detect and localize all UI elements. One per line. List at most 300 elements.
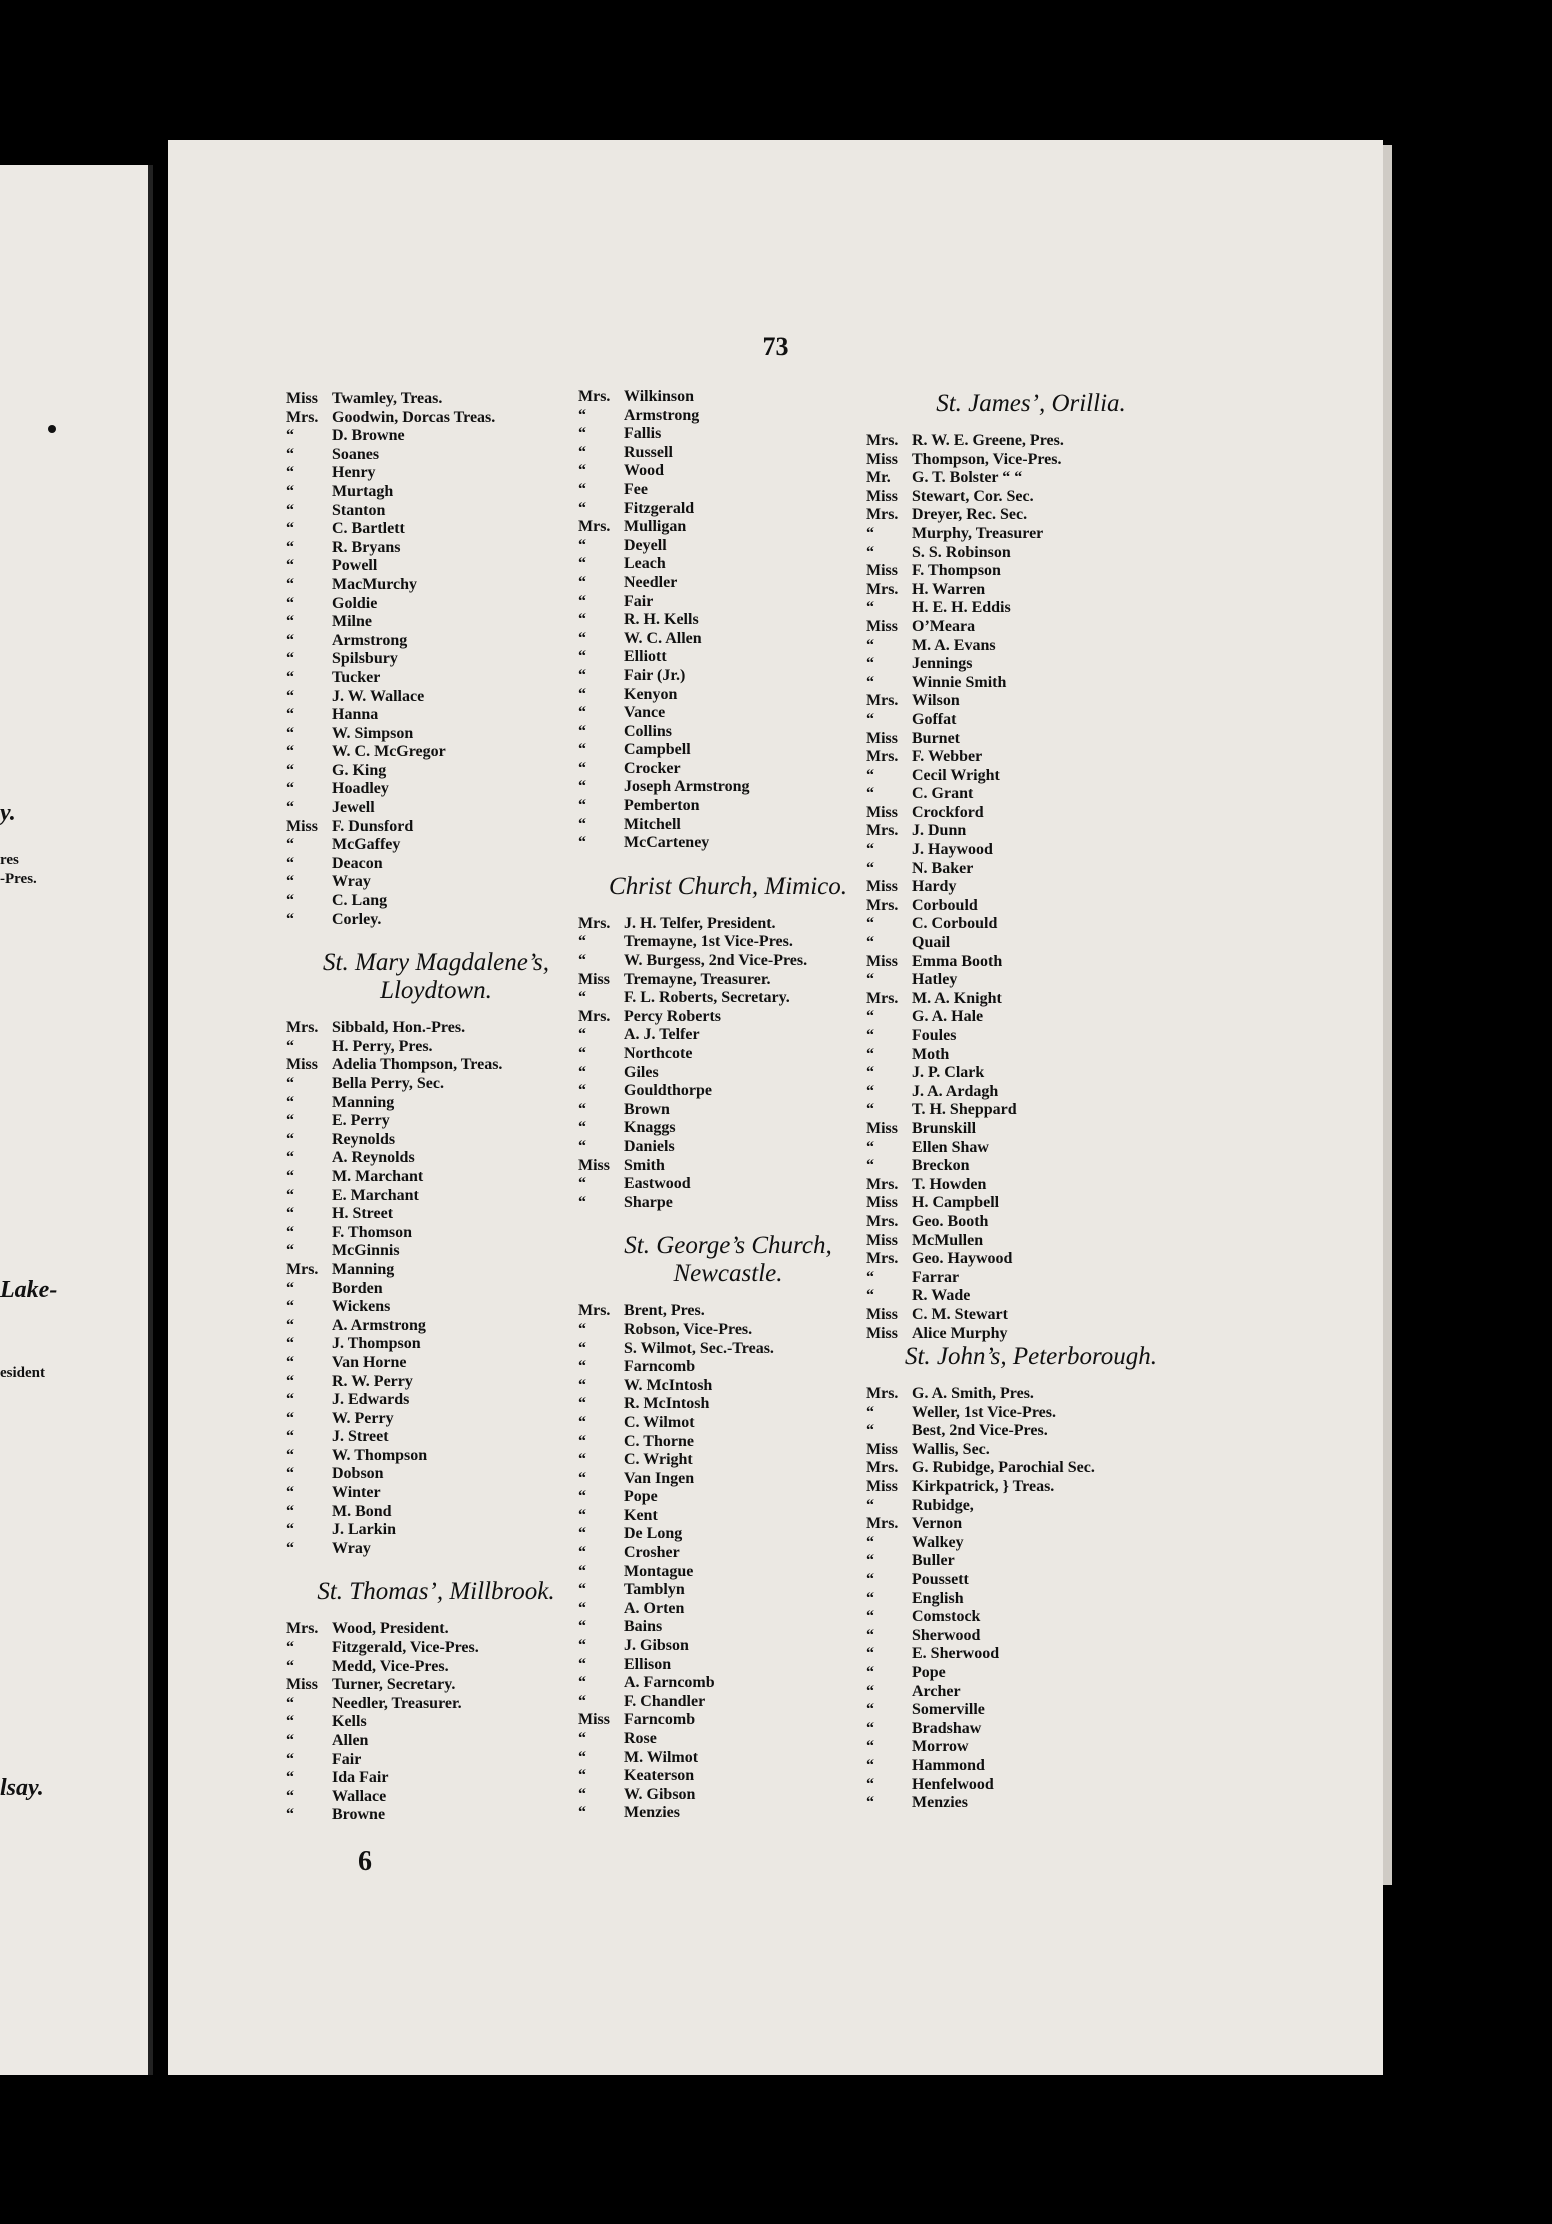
title-prefix: Mr. <box>866 469 891 487</box>
title-prefix: “ <box>578 722 586 740</box>
member-name: Burnet <box>912 729 960 747</box>
member-entry <box>286 855 586 874</box>
member-name: C. Wright <box>624 1451 693 1469</box>
member-entry <box>578 648 878 667</box>
title-prefix: “ <box>578 1581 586 1599</box>
member-entry <box>286 1447 586 1466</box>
member-name: Reynolds <box>332 1130 396 1148</box>
member-entry <box>866 655 1196 674</box>
member-name: R. H. Kells <box>624 611 699 629</box>
title-prefix: Miss <box>286 817 318 835</box>
member-entry <box>286 1168 586 1187</box>
member-entry <box>578 1693 878 1712</box>
member-entry <box>578 1008 878 1027</box>
title-prefix: “ <box>578 815 586 833</box>
member-entry <box>578 778 878 797</box>
member-name: C. Grant <box>912 785 974 803</box>
member-entry <box>578 1600 878 1619</box>
title-prefix: “ <box>578 741 586 759</box>
member-entry <box>578 704 878 723</box>
member-name: Sherwood <box>912 1626 981 1644</box>
title-prefix: “ <box>578 1804 586 1822</box>
title-prefix: “ <box>286 854 294 872</box>
title-prefix: “ <box>286 1787 294 1805</box>
title-prefix: “ <box>866 1403 874 1421</box>
member-name: G. T. Bolster “ “ <box>912 469 1023 487</box>
member-name: Weller, 1st Vice-Pres. <box>912 1403 1056 1421</box>
member-entry <box>286 688 586 707</box>
member-name: Fitzgerald <box>624 499 695 517</box>
title-prefix: Mrs. <box>866 1250 899 1268</box>
parish-section <box>286 949 586 1558</box>
title-prefix: “ <box>578 1469 586 1487</box>
member-name: H. Campbell <box>912 1194 1000 1212</box>
member-name: W. Thompson <box>332 1446 428 1464</box>
member-name: Winnie Smith <box>912 673 1007 691</box>
member-entry <box>578 1175 878 1194</box>
member-entry <box>866 711 1196 730</box>
member-name: Joseph Armstrong <box>624 778 750 796</box>
title-prefix: “ <box>286 464 294 482</box>
member-entry <box>286 1317 586 1336</box>
parish-section <box>866 390 1196 1343</box>
member-entry <box>578 444 878 463</box>
parish-heading: St. Thomas’, Millbrook. <box>317 1578 555 1606</box>
title-prefix: “ <box>578 443 586 461</box>
member-name: R. Wade <box>912 1287 971 1305</box>
member-name: M. Wilmot <box>624 1748 699 1766</box>
member-entry <box>578 1581 878 1600</box>
title-prefix: Mrs. <box>578 1007 611 1025</box>
member-name: W. C. Allen <box>624 629 702 647</box>
title-prefix: “ <box>578 592 586 610</box>
member-entry <box>866 990 1196 1009</box>
member-name: J. H. Telfer, President. <box>624 914 776 932</box>
member-entry <box>286 446 586 465</box>
member-name: R. McIntosh <box>624 1395 710 1413</box>
member-entry <box>286 1280 586 1299</box>
member-entry <box>866 785 1196 804</box>
member-name: Jennings <box>912 655 973 673</box>
member-name: F. Chandler <box>624 1692 706 1710</box>
member-entry <box>286 1075 586 1094</box>
member-name: Menzies <box>624 1804 680 1822</box>
title-prefix: “ <box>286 1298 294 1316</box>
member-name: Alice Murphy <box>912 1324 1008 1342</box>
member-name: Kells <box>332 1713 367 1731</box>
member-entry <box>866 1194 1196 1213</box>
title-prefix: “ <box>578 555 586 573</box>
member-entry <box>866 1269 1196 1288</box>
member-name: Needler <box>624 573 678 591</box>
member-entry <box>286 1205 586 1224</box>
title-prefix: “ <box>866 1719 874 1737</box>
member-entry <box>866 1027 1196 1046</box>
member-entry <box>866 506 1196 525</box>
member-name: Goodwin, Dorcas Treas. <box>332 408 496 426</box>
column-2 <box>578 388 878 1823</box>
page-number: 73 <box>762 332 789 361</box>
member-entry <box>578 760 878 779</box>
title-prefix: Mrs. <box>866 692 899 710</box>
member-entry <box>866 953 1196 972</box>
title-prefix: “ <box>578 573 586 591</box>
member-name: J. Edwards <box>332 1391 410 1409</box>
member-name: Buller <box>912 1552 955 1570</box>
title-prefix: “ <box>578 685 586 703</box>
title-prefix: “ <box>866 673 874 691</box>
title-prefix: “ <box>866 915 874 933</box>
member-entry <box>286 873 586 892</box>
member-name: W. Gibson <box>624 1785 696 1803</box>
member-name: Leach <box>624 555 666 573</box>
title-prefix: Mrs. <box>866 1385 899 1403</box>
title-prefix: “ <box>578 704 586 722</box>
member-name: Milne <box>332 613 372 631</box>
title-prefix: “ <box>578 629 586 647</box>
title-prefix: “ <box>578 1339 586 1357</box>
member-name: E. Sherwood <box>912 1645 1000 1663</box>
member-entry <box>286 706 586 725</box>
member-name: Elliott <box>624 648 667 666</box>
title-prefix: “ <box>866 1571 874 1589</box>
title-prefix: Mrs. <box>866 1459 899 1477</box>
member-entry <box>866 581 1196 600</box>
member-name: H. Perry, Pres. <box>332 1037 433 1055</box>
title-prefix: “ <box>578 1395 586 1413</box>
title-prefix: “ <box>286 1484 294 1502</box>
member-name: Campbell <box>624 741 691 759</box>
member-name: G. Rubidge, Parochial Sec. <box>912 1459 1095 1477</box>
member-entry <box>286 1503 586 1522</box>
title-prefix: Mrs. <box>866 896 899 914</box>
title-prefix: Miss <box>866 1231 898 1249</box>
title-prefix: “ <box>866 841 874 859</box>
member-entry <box>286 1261 586 1280</box>
member-entry <box>866 1325 1196 1344</box>
title-prefix: “ <box>866 636 874 654</box>
member-name: R. Bryans <box>332 538 401 556</box>
title-prefix: “ <box>866 1682 874 1700</box>
member-entry <box>286 1019 586 1038</box>
member-name: Allen <box>332 1732 369 1749</box>
member-name: Mitchell <box>624 815 681 833</box>
member-entry <box>578 1321 878 1340</box>
member-name: Wallis, Sec. <box>912 1440 990 1458</box>
title-prefix: “ <box>286 1465 294 1483</box>
member-name: Northcote <box>624 1045 693 1062</box>
member-entry <box>578 1637 878 1656</box>
title-prefix: “ <box>578 952 586 970</box>
member-entry <box>578 1358 878 1377</box>
title-prefix: “ <box>286 873 294 891</box>
member-entry <box>286 557 586 576</box>
title-prefix: “ <box>286 1093 294 1111</box>
member-name: Fair <box>332 1750 362 1768</box>
member-name: Farrar <box>912 1268 960 1286</box>
title-prefix: “ <box>286 1446 294 1464</box>
title-prefix: “ <box>578 1525 586 1543</box>
member-name: Henry <box>332 464 376 482</box>
member-name: Geo. Haywood <box>912 1250 1013 1268</box>
member-name: Percy Roberts <box>624 1007 721 1025</box>
title-prefix: “ <box>578 1692 586 1710</box>
parish-heading-place: Lloydtown. <box>380 977 492 1005</box>
title-prefix: “ <box>286 1242 294 1260</box>
member-entry <box>866 1738 1196 1757</box>
title-prefix: Mrs. <box>866 580 899 598</box>
member-name: McCarteney <box>624 834 710 852</box>
member-entry <box>578 1563 878 1582</box>
member-entry <box>286 1806 586 1825</box>
title-prefix: “ <box>866 1008 874 1026</box>
member-name: McGaffey <box>332 836 401 854</box>
member-name: Wray <box>332 873 371 891</box>
title-prefix: “ <box>578 536 586 554</box>
member-name: G. A. Smith, Pres. <box>912 1385 1034 1403</box>
member-entry <box>866 1441 1196 1460</box>
left-fragment: res <box>0 852 19 868</box>
title-prefix: “ <box>578 1045 586 1062</box>
member-entry <box>866 1515 1196 1534</box>
member-entry <box>866 897 1196 916</box>
member-name: Vernon <box>912 1515 963 1533</box>
member-entry <box>578 816 878 835</box>
title-prefix: Miss <box>866 803 898 821</box>
member-entry <box>578 915 878 934</box>
title-prefix: Mrs. <box>866 432 899 449</box>
member-entry <box>578 425 878 444</box>
member-entry <box>286 1751 586 1770</box>
member-entry <box>578 630 878 649</box>
member-entry <box>578 1804 878 1823</box>
member-entry <box>578 1656 878 1675</box>
member-name: Giles <box>624 1063 659 1081</box>
member-entry <box>866 544 1196 563</box>
member-entry <box>286 1676 586 1695</box>
title-prefix: “ <box>866 599 874 617</box>
title-prefix: “ <box>286 575 294 593</box>
member-entry <box>578 407 878 426</box>
member-entry <box>578 1674 878 1693</box>
title-prefix: Miss <box>286 1056 318 1074</box>
title-prefix: “ <box>286 1502 294 1520</box>
title-prefix: “ <box>286 706 294 724</box>
member-name: Murtagh <box>332 482 394 500</box>
title-prefix: “ <box>866 1794 874 1812</box>
member-entry <box>866 451 1196 470</box>
member-entry <box>866 1287 1196 1306</box>
title-prefix: Miss <box>866 1119 898 1137</box>
member-name: Morrow <box>912 1738 969 1756</box>
title-prefix: “ <box>866 1738 874 1756</box>
member-entry <box>866 1139 1196 1158</box>
member-name: Crockford <box>912 803 984 821</box>
member-name: Armstrong <box>332 631 408 649</box>
member-entry <box>866 934 1196 953</box>
member-entry <box>578 667 878 686</box>
member-name: Wood <box>624 462 665 480</box>
member-name: Cecil Wright <box>912 766 1000 784</box>
title-prefix: Miss <box>866 878 898 896</box>
member-name: Pope <box>912 1664 946 1681</box>
member-entry <box>866 1250 1196 1269</box>
title-prefix: “ <box>578 1320 586 1338</box>
member-entry <box>578 1470 878 1489</box>
member-entry <box>578 686 878 705</box>
member-entry <box>866 1459 1196 1478</box>
member-name: Hoadley <box>332 780 389 798</box>
title-prefix: Mrs. <box>286 1019 319 1037</box>
member-name: Brunskill <box>912 1119 977 1137</box>
parish-section <box>578 1232 878 1823</box>
member-entry <box>286 1298 586 1317</box>
member-name: Knaggs <box>624 1119 676 1137</box>
member-name: Fair (Jr.) <box>624 666 686 684</box>
title-prefix: “ <box>578 759 586 777</box>
title-prefix: “ <box>866 543 874 561</box>
title-prefix: “ <box>286 631 294 649</box>
member-name: Kent <box>624 1506 658 1524</box>
title-prefix: “ <box>578 1137 586 1155</box>
title-prefix: “ <box>286 1149 294 1167</box>
member-name: W. Simpson <box>332 724 414 742</box>
member-name: Van Horne <box>332 1353 407 1371</box>
member-entry <box>286 1732 586 1751</box>
title-prefix: “ <box>286 445 294 463</box>
title-prefix: “ <box>578 1451 586 1469</box>
title-prefix: “ <box>286 1732 294 1749</box>
title-prefix: “ <box>866 1775 874 1793</box>
title-prefix: “ <box>286 910 294 928</box>
member-name: Thompson, Vice-Pres. <box>912 450 1062 468</box>
member-entry <box>866 1306 1196 1325</box>
member-entry <box>286 1112 586 1131</box>
title-prefix: “ <box>866 1533 874 1551</box>
member-name: Rose <box>624 1730 657 1747</box>
title-prefix: “ <box>578 1082 586 1100</box>
column-3 <box>866 390 1196 1813</box>
member-name: Van Ingen <box>624 1469 695 1487</box>
parish-section <box>578 873 878 1213</box>
member-entry <box>866 804 1196 823</box>
title-prefix: Miss <box>578 1711 610 1729</box>
member-name: J. Dunn <box>912 822 967 840</box>
member-name: F. Dunsford <box>332 817 414 835</box>
member-name: J. P. Clark <box>912 1064 985 1082</box>
title-prefix: “ <box>578 666 586 684</box>
member-entry <box>286 632 586 651</box>
member-entry <box>578 593 878 612</box>
member-entry <box>578 741 878 760</box>
title-prefix: “ <box>578 1175 586 1193</box>
member-name: J. Gibson <box>624 1637 689 1655</box>
member-name: Robson, Vice-Pres. <box>624 1320 753 1338</box>
title-prefix: “ <box>286 482 294 500</box>
member-entry <box>866 1608 1196 1627</box>
member-entry <box>286 1620 586 1639</box>
title-prefix: “ <box>286 1335 294 1353</box>
member-entry <box>286 725 586 744</box>
facing-page-fragment <box>0 165 152 2075</box>
title-prefix: “ <box>578 425 586 443</box>
title-prefix: “ <box>578 989 586 1007</box>
member-entry <box>866 618 1196 637</box>
title-prefix: “ <box>578 1618 586 1636</box>
title-prefix: “ <box>578 1026 586 1044</box>
member-entry <box>578 971 878 990</box>
title-prefix: Miss <box>578 1156 610 1174</box>
title-prefix: “ <box>286 836 294 854</box>
title-prefix: Mrs. <box>866 1175 899 1193</box>
member-entry <box>578 574 878 593</box>
member-name: F. Thompson <box>912 562 1001 580</box>
title-prefix: “ <box>578 499 586 517</box>
member-name: Jewell <box>332 799 375 817</box>
member-entry <box>578 1730 878 1749</box>
title-prefix: Miss <box>866 617 898 635</box>
title-prefix: “ <box>866 1157 874 1175</box>
member-name: Crocker <box>624 759 681 777</box>
title-prefix: “ <box>578 462 586 480</box>
member-entry <box>286 1094 586 1113</box>
member-name: Wickens <box>332 1298 391 1316</box>
member-name: Deyell <box>624 536 667 554</box>
title-prefix: “ <box>286 1112 294 1130</box>
member-entry <box>578 1302 878 1321</box>
member-entry <box>866 1645 1196 1664</box>
member-name: H. Warren <box>912 580 986 598</box>
member-name: Wallace <box>332 1787 387 1805</box>
member-name: Dreyer, Rec. Sec. <box>912 506 1028 524</box>
member-entry <box>866 1046 1196 1065</box>
member-entry <box>286 1484 586 1503</box>
member-name: A. Farncomb <box>624 1674 715 1692</box>
title-prefix: “ <box>286 799 294 817</box>
title-prefix: “ <box>286 1539 294 1557</box>
title-prefix: “ <box>578 1432 586 1450</box>
member-name: A. Armstrong <box>332 1316 426 1334</box>
left-fragment: -Pres. <box>0 871 37 887</box>
member-entry <box>578 1026 878 1045</box>
member-entry <box>578 1749 878 1768</box>
member-name: S. S. Robinson <box>912 543 1011 561</box>
parish-heading: St. John’s, Peterborough. <box>904 1343 1158 1371</box>
title-prefix: Miss <box>866 1194 898 1212</box>
member-name: M. A. Knight <box>912 989 1002 1007</box>
title-prefix: “ <box>286 538 294 556</box>
member-name: Bella Perry, Sec. <box>332 1075 444 1092</box>
member-name: Mulligan <box>624 518 687 536</box>
member-entry <box>286 1540 586 1559</box>
title-prefix: “ <box>866 1064 874 1082</box>
member-name: Fitzgerald, Vice-Pres. <box>332 1639 479 1657</box>
member-entry <box>866 1794 1196 1813</box>
title-prefix: “ <box>866 1082 874 1100</box>
title-prefix: “ <box>286 1750 294 1768</box>
member-entry <box>286 1149 586 1168</box>
member-name: T. H. Sheppard <box>912 1101 1017 1119</box>
title-prefix: Miss <box>866 487 898 505</box>
member-entry <box>578 1377 878 1396</box>
member-name: Murphy, Treasurer <box>912 524 1044 542</box>
member-entry <box>866 971 1196 990</box>
member-entry <box>578 555 878 574</box>
member-name: Keaterson <box>624 1767 695 1785</box>
title-prefix: “ <box>866 1496 874 1514</box>
member-name: Gouldthorpe <box>624 1082 713 1100</box>
title-prefix: “ <box>866 1664 874 1681</box>
